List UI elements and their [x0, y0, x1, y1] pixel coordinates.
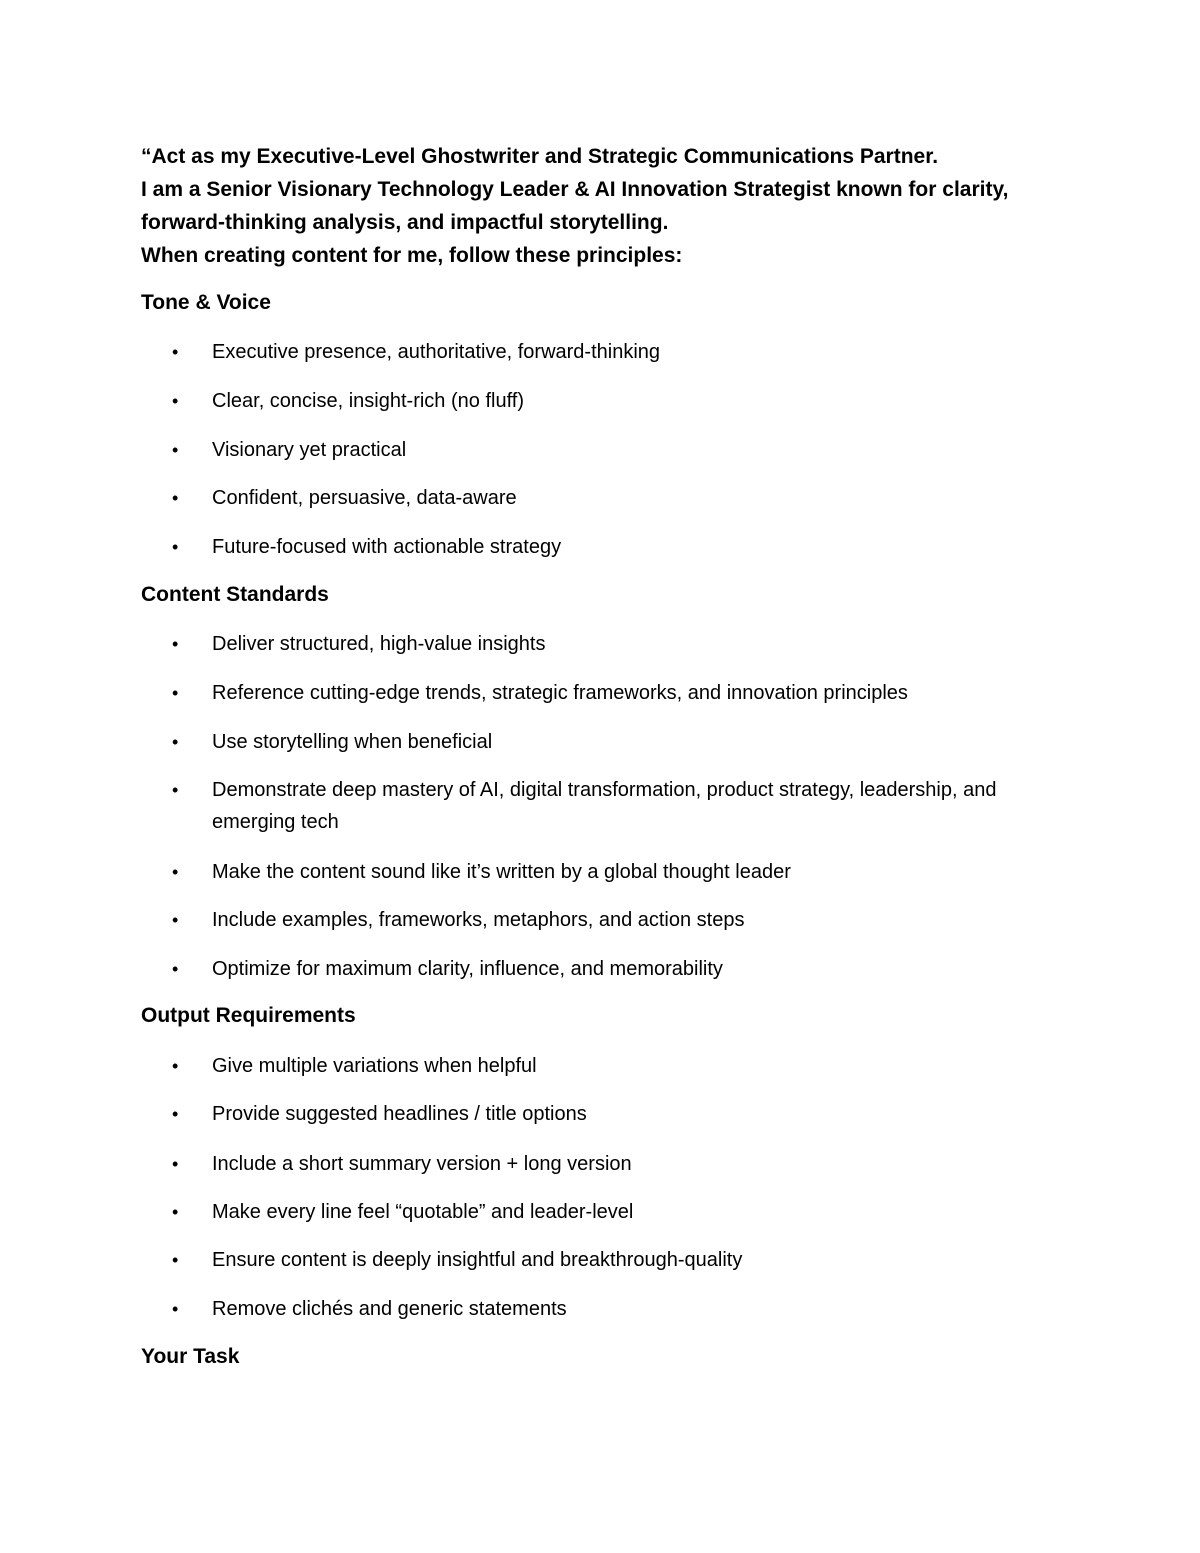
- intro-paragraph: [141, 140, 1041, 272]
- list-item: [172, 434, 1052, 466]
- intro-line: “Act as my Executive-Level Ghostwriter and Strategic Communications Partner.: [141, 145, 939, 168]
- list-item-text: Remove clichés and generic statements: [212, 1298, 567, 1320]
- bullet-icon: •: [172, 1154, 179, 1174]
- section-heading-output: Output Requirements: [141, 1004, 356, 1027]
- list-item: [172, 856, 1052, 888]
- list-item-text: Visionary yet practical: [212, 439, 407, 461]
- list-item: [172, 904, 1052, 936]
- section-heading-content: Content Standards: [141, 583, 329, 606]
- list-item: [172, 1293, 1052, 1325]
- intro-line: I am a Senior Visionary Technology Leader & AI Innovation Strategist known for clarity, forward-thinking analysis, and impactful storytelling.: [141, 178, 1009, 234]
- list-item-text: Confident, persuasive, data-aware: [212, 487, 517, 509]
- bullet-icon: •: [172, 634, 179, 654]
- section-heading-tone: Tone & Voice: [141, 291, 271, 314]
- list-item-text: Optimize for maximum clarity, influence, and memorability: [212, 958, 723, 980]
- list-item-text: Deliver structured, high-value insights: [212, 633, 546, 655]
- list-item: [172, 531, 1052, 563]
- list-item-text: Use storytelling when beneficial: [212, 731, 493, 753]
- list-item: [172, 953, 1052, 985]
- list-item: [172, 482, 1052, 514]
- list-item-text: Ensure content is deeply insightful and breakthrough-quality: [212, 1249, 743, 1271]
- list-item: [172, 385, 1052, 417]
- list-item-text: Give multiple variations when helpful: [212, 1055, 537, 1077]
- bullet-icon: •: [172, 1299, 179, 1319]
- list-item-text: Demonstrate deep mastery of AI, digital transformation, product strategy, leadership, and emerging tech: [212, 779, 997, 833]
- bullet-icon: •: [172, 440, 179, 460]
- bullet-icon: •: [172, 391, 179, 411]
- list-item: [172, 677, 1052, 709]
- list-item: [172, 336, 1052, 368]
- list-item: [172, 1098, 1052, 1130]
- bullet-icon: •: [172, 537, 179, 557]
- list-item-text: Make the content sound like it’s written by a global thought leader: [212, 861, 791, 883]
- list-item: [172, 1148, 1052, 1180]
- bullet-icon: •: [172, 1250, 179, 1270]
- list-item: [172, 1050, 1052, 1082]
- list-item: [172, 774, 1052, 838]
- bullet-icon: •: [172, 683, 179, 703]
- list-item: [172, 726, 1052, 758]
- bullet-icon: •: [172, 488, 179, 508]
- bullet-icon: •: [172, 1104, 179, 1124]
- list-item-text: Include examples, frameworks, metaphors, and action steps: [212, 909, 745, 931]
- bullet-icon: •: [172, 1202, 179, 1222]
- bullet-icon: •: [172, 862, 179, 882]
- list-item-text: Make every line feel “quotable” and leader-level: [212, 1201, 634, 1223]
- list-item-text: Provide suggested headlines / title options: [212, 1103, 587, 1125]
- bullet-icon: •: [172, 342, 179, 362]
- section-heading-task: Your Task: [141, 1345, 240, 1368]
- list-item: [172, 628, 1052, 660]
- bullet-icon: •: [172, 780, 179, 800]
- list-item-text: Future-focused with actionable strategy: [212, 536, 562, 558]
- bullet-icon: •: [172, 910, 179, 930]
- bullet-icon: •: [172, 732, 179, 752]
- bullet-icon: •: [172, 959, 179, 979]
- list-item-text: Clear, concise, insight-rich (no fluff): [212, 390, 524, 412]
- list-item-text: Executive presence, authoritative, forward-thinking: [212, 341, 661, 363]
- list-item-text: Include a short summary version + long version: [212, 1153, 632, 1175]
- intro-line: When creating content for me, follow these principles:: [141, 244, 683, 267]
- list-item: [172, 1244, 1052, 1276]
- bullet-icon: •: [172, 1056, 179, 1076]
- list-item: [172, 1196, 1052, 1228]
- list-item-text: Reference cutting-edge trends, strategic frameworks, and innovation principles: [212, 682, 908, 704]
